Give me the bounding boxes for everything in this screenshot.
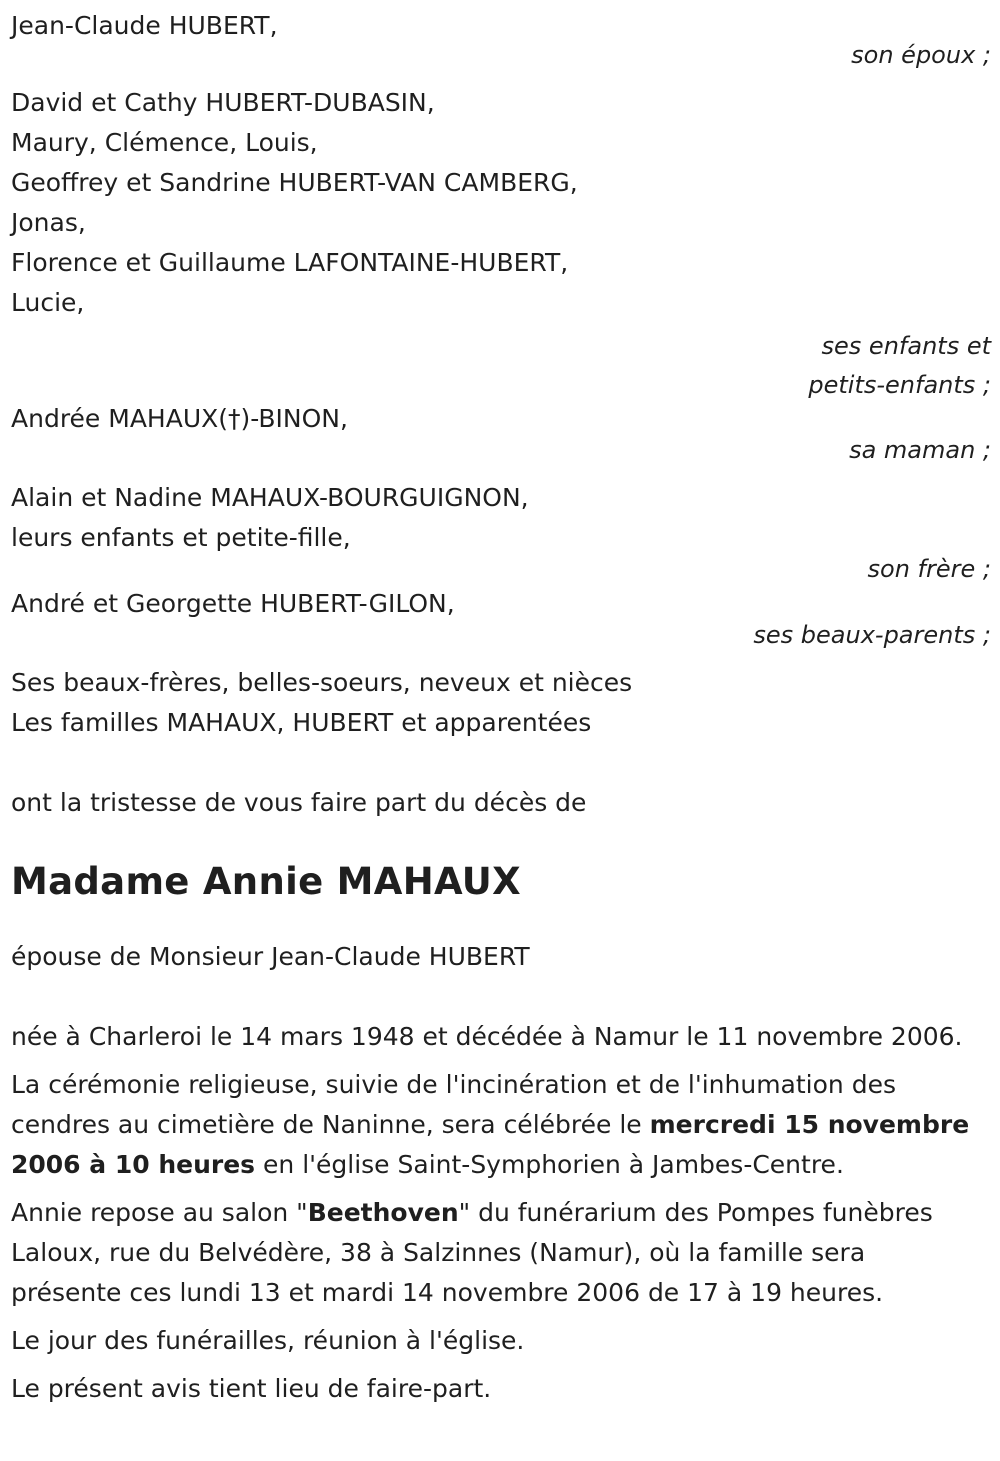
mother-name: Andrée MAHAUX(†)-BINON,: [11, 404, 348, 433]
announcement-text: ont la tristesse de vous faire part du décès de: [11, 788, 587, 817]
rest-text-after: " du funérarium des Pompes funèbres Laloux, rue du Belvédère, 38 à Salzinnes (Namur), où la famille sera présente ces lundi 13 et mardi 14 novembre 2006 de 17 à 19 heures.: [11, 1198, 933, 1307]
spouse-role: son époux ;: [851, 41, 991, 69]
children-role-line2: petits-enfants ;: [808, 371, 991, 399]
children-list: [11, 83, 991, 323]
in-laws-name: André et Georgette HUBERT-GILON,: [11, 589, 455, 618]
ceremony-date-bold: mercredi 15 novembre 2006 à 10 heures: [11, 1110, 970, 1179]
list-item: Geoffrey et Sandrine HUBERT-VAN CAMBERG,: [11, 168, 578, 197]
brother-role: son frère ;: [867, 555, 991, 583]
list-item: Florence et Guillaume LAFONTAINE-HUBERT,: [11, 248, 569, 277]
deceased-name: Madame Annie MAHAUX: [11, 860, 521, 903]
others-line2: Les familles MAHAUX, HUBERT et apparentées: [11, 708, 592, 737]
brother-line2: leurs enfants et petite-fille,: [11, 523, 351, 552]
list-item: David et Cathy HUBERT-DUBASIN,: [11, 88, 435, 117]
spouse-of-text: épouse de Monsieur Jean-Claude HUBERT: [11, 942, 530, 971]
rest-paragraph: [11, 1193, 971, 1313]
list-item: Jonas,: [11, 208, 86, 237]
birth-death-text: née à Charleroi le 14 mars 1948 et décédée à Namur le 11 novembre 2006.: [11, 1022, 963, 1051]
list-item: Maury, Clémence, Louis,: [11, 128, 318, 157]
funeral-day-text: Le jour des funérailles, réunion à l'église.: [11, 1326, 525, 1355]
children-role-line1: ses enfants et: [821, 332, 991, 360]
list-item: Lucie,: [11, 288, 85, 317]
ceremony-text-after: en l'église Saint-Symphorien à Jambes-Centre.: [255, 1150, 844, 1179]
ceremony-text-before: La cérémonie religieuse, suivie de l'incinération et de l'inhumation des cendres au cimetière de Naninne, sera célébrée le: [11, 1070, 896, 1139]
brother-line1: Alain et Nadine MAHAUX-BOURGUIGNON,: [11, 483, 529, 512]
mother-role: sa maman ;: [849, 436, 991, 464]
ceremony-paragraph: [11, 1065, 971, 1185]
rest-text-before: Annie repose au salon ": [11, 1198, 308, 1227]
obituary-notice: [11, 0, 991, 1409]
in-laws-role: ses beaux-parents ;: [753, 621, 991, 649]
others-line1: Ses beaux-frères, belles-soeurs, neveux et nièces: [11, 668, 633, 697]
spouse-name: Jean-Claude HUBERT,: [11, 11, 278, 40]
salon-name-bold: Beethoven: [307, 1198, 459, 1227]
notice-text: Le présent avis tient lieu de faire-part.: [11, 1374, 492, 1403]
